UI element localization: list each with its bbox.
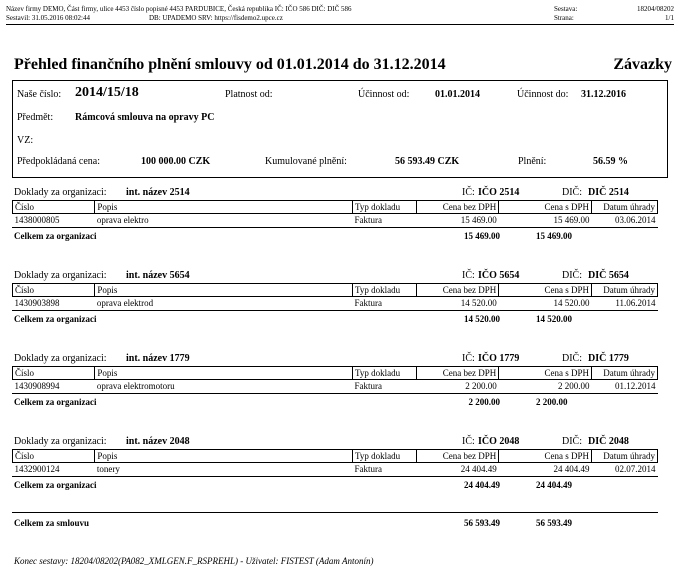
strana-value: 1/1 xyxy=(665,14,674,22)
ucinnost-od-value: 01.01.2014 xyxy=(435,89,480,100)
col-s: Cena s DPH xyxy=(499,201,592,214)
col-bez: Cena bez DPH xyxy=(416,367,498,380)
sestava-label: Sestava: xyxy=(554,5,578,13)
cell-bez: 14 520.00 xyxy=(460,298,497,308)
dic-label: DIČ: xyxy=(562,187,582,198)
doklady-label: Doklady za organizaci: xyxy=(14,353,107,364)
report-header xyxy=(6,5,674,23)
ucinnost-do-value: 31.12.2016 xyxy=(581,89,626,100)
page-title: Přehled finančního plnění smlouvy od 01.01.2014 do 31.12.2014 xyxy=(14,56,446,73)
total-s: 56 593.49 xyxy=(536,518,572,528)
org-name: int. název 1779 xyxy=(126,353,190,364)
dic-value: DIČ 5654 xyxy=(588,270,629,281)
col-popis: Popis xyxy=(95,284,353,297)
table-header-row xyxy=(13,450,658,463)
sum-s: 24 404.49 xyxy=(536,480,572,490)
table-header-row xyxy=(13,284,658,297)
cell-datum: 01.12.2014 xyxy=(615,381,656,391)
cell-typ: Faktura xyxy=(354,464,382,474)
table-row xyxy=(13,380,658,393)
col-popis: Popis xyxy=(95,450,353,463)
plneni-label: Plnění: xyxy=(518,156,547,167)
celkem-smlouva-label: Celkem za smlouvu xyxy=(14,518,89,528)
sum-bez: 24 404.49 xyxy=(464,480,500,490)
cell-cislo: 1430908994 xyxy=(14,381,60,391)
predmet-label: Předmět: xyxy=(17,112,54,123)
table-header-row xyxy=(13,367,658,380)
compiled-info: Sestavil: 31.05.2016 08:02:44 xyxy=(6,14,90,22)
celkem-org-label: Celkem za organizaci xyxy=(14,314,97,324)
documents-table xyxy=(12,366,658,392)
cena-value: 100 000.00 CZK xyxy=(141,156,211,167)
doklady-label: Doklady za organizaci: xyxy=(14,187,107,198)
cell-s: 24 404.49 xyxy=(553,464,590,474)
cell-typ: Faktura xyxy=(354,298,382,308)
cell-popis: tonery xyxy=(96,464,120,474)
ic-label: IČ: xyxy=(462,270,475,281)
dic-label: DIČ: xyxy=(562,353,582,364)
documents-table xyxy=(12,200,658,226)
platnost-label: Platnost od: xyxy=(225,89,273,100)
section-divider xyxy=(12,310,658,311)
doklady-label: Doklady za organizaci: xyxy=(14,270,107,281)
col-typ: Typ dokladu xyxy=(353,367,417,380)
sum-bez: 14 520.00 xyxy=(464,314,500,324)
total-bez: 56 593.49 xyxy=(464,518,500,528)
col-bez: Cena bez DPH xyxy=(416,201,498,214)
org-name: int. název 5654 xyxy=(126,270,190,281)
section-divider xyxy=(12,393,658,394)
ic-value: IČO 2048 xyxy=(478,436,520,447)
sestava-value: 18204/08202 xyxy=(637,5,674,13)
cell-s: 2 200.00 xyxy=(558,381,590,391)
total-divider xyxy=(12,512,658,513)
cell-s: 15 469.00 xyxy=(553,215,590,225)
dic-label: DIČ: xyxy=(562,436,582,447)
col-s: Cena s DPH xyxy=(499,367,592,380)
db-info: DB: UPADEMO SRV: https://fisdemo2.upce.cz xyxy=(149,14,283,22)
ic-label: IČ: xyxy=(462,436,475,447)
table-row xyxy=(13,463,658,476)
col-bez: Cena bez DPH xyxy=(416,284,498,297)
section-divider xyxy=(12,227,658,228)
cell-cislo: 1438000805 xyxy=(14,215,60,225)
cell-popis: oprava elektrod xyxy=(96,298,154,308)
col-typ: Typ dokladu xyxy=(353,284,417,297)
ic-label: IČ: xyxy=(462,187,475,198)
col-typ: Typ dokladu xyxy=(353,450,417,463)
ic-value: IČO 1779 xyxy=(478,353,520,364)
col-bez: Cena bez DPH xyxy=(416,450,498,463)
cell-s: 14 520.00 xyxy=(553,298,590,308)
col-popis: Popis xyxy=(95,367,353,380)
ic-label: IČ: xyxy=(462,353,475,364)
table-header-row xyxy=(13,201,658,214)
dic-value: DIČ 2514 xyxy=(588,187,629,198)
documents-table xyxy=(12,449,658,475)
cell-cislo: 1432900124 xyxy=(14,464,60,474)
cell-cislo: 1430903898 xyxy=(14,298,60,308)
dic-value: DIČ 1779 xyxy=(588,353,629,364)
org-name: int. název 2048 xyxy=(126,436,190,447)
col-datum: Datum úhrady xyxy=(592,450,658,463)
sum-s: 2 200.00 xyxy=(536,397,568,407)
col-typ: Typ dokladu xyxy=(353,201,417,214)
company-info: Název firmy DEMO, Část firmy, ulice 4453 číslo popisné 4453 PARDUBICE, Česká republika IČ: IČO 586 DIČ: DIČ 586 xyxy=(6,5,352,13)
col-datum: Datum úhrady xyxy=(592,284,658,297)
header-divider xyxy=(6,24,674,25)
predmet-value: Rámcová smlouva na opravy PC xyxy=(75,112,215,123)
col-cislo: Číslo xyxy=(13,201,95,214)
cena-label: Předpokládaná cena: xyxy=(17,156,101,167)
cell-typ: Faktura xyxy=(354,215,382,225)
celkem-org-label: Celkem za organizaci xyxy=(14,480,97,490)
cell-popis: oprava elektromotoru xyxy=(96,381,175,391)
col-cislo: Číslo xyxy=(13,367,95,380)
documents-table xyxy=(12,283,658,309)
cell-popis: oprava elektro xyxy=(96,215,149,225)
sum-s: 14 520.00 xyxy=(536,314,572,324)
ucinnost-od-label: Účinnost od: xyxy=(358,89,410,100)
nase-cislo-value: 2014/15/18 xyxy=(75,85,139,100)
cell-typ: Faktura xyxy=(354,381,382,391)
org-name: int. název 2514 xyxy=(126,187,190,198)
col-s: Cena s DPH xyxy=(499,284,592,297)
col-datum: Datum úhrady xyxy=(592,201,658,214)
sum-bez: 15 469.00 xyxy=(464,231,500,241)
section-divider xyxy=(12,476,658,477)
cell-datum: 03.06.2014 xyxy=(615,215,656,225)
col-cislo: Číslo xyxy=(13,450,95,463)
dic-value: DIČ 2048 xyxy=(588,436,629,447)
celkem-org-label: Celkem za organizaci xyxy=(14,397,97,407)
contract-box xyxy=(12,80,668,178)
col-cislo: Číslo xyxy=(13,284,95,297)
strana-label: Strana: xyxy=(554,14,574,22)
doklady-label: Doklady za organizaci: xyxy=(14,436,107,447)
ic-value: IČO 5654 xyxy=(478,270,520,281)
report-type: Závazky xyxy=(613,56,672,73)
cell-bez: 15 469.00 xyxy=(460,215,497,225)
report-footer: Konec sestavy: 18204/08202(PA082_XMLGEN.F_RSPREHL) - Uživatel: FISTEST (Adam Antonín) xyxy=(14,556,374,566)
kumul-value: 56 593.49 CZK xyxy=(395,156,460,167)
table-row xyxy=(13,297,658,310)
sum-s: 15 469.00 xyxy=(536,231,572,241)
table-row xyxy=(13,214,658,227)
cell-bez: 24 404.49 xyxy=(460,464,497,474)
col-s: Cena s DPH xyxy=(499,450,592,463)
nase-cislo-label: Naše číslo: xyxy=(17,89,62,100)
dic-label: DIČ: xyxy=(562,270,582,281)
plneni-value: 56.59 % xyxy=(593,156,628,167)
cell-bez: 2 200.00 xyxy=(465,381,497,391)
col-datum: Datum úhrady xyxy=(592,367,658,380)
cell-datum: 02.07.2014 xyxy=(615,464,656,474)
ic-value: IČO 2514 xyxy=(478,187,520,198)
kumul-label: Kumulované plnění: xyxy=(265,156,347,167)
cell-datum: 11.06.2014 xyxy=(615,298,656,308)
celkem-org-label: Celkem za organizaci xyxy=(14,231,97,241)
sum-bez: 2 200.00 xyxy=(468,397,500,407)
col-popis: Popis xyxy=(95,201,353,214)
ucinnost-do-label: Účinnost do: xyxy=(517,89,569,100)
vz-label: VZ: xyxy=(17,135,34,146)
